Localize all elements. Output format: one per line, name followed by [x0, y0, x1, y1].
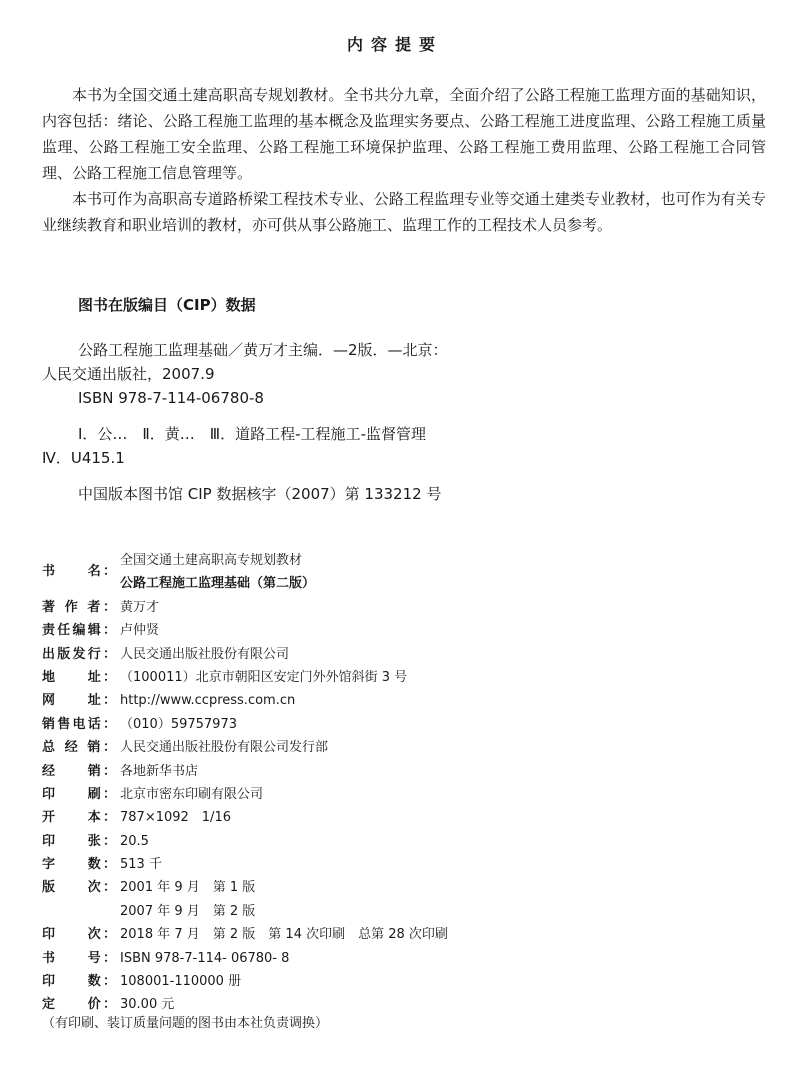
colophon-value: 513 千	[120, 857, 162, 873]
colophon-label: 书 号：	[42, 950, 116, 966]
colophon-label: 销售电话：	[42, 716, 116, 732]
colophon-row	[42, 970, 762, 993]
colophon-label: 版 次：	[42, 880, 116, 896]
cip-subjects: Ⅰ．公… Ⅱ．黄… Ⅲ．道路工程-工程施工-监督管理	[78, 425, 426, 443]
colophon-label: 定 价：	[42, 997, 116, 1013]
colophon-value: ISBN 978-7-114- 06780- 8	[120, 950, 290, 966]
colophon-label: 印 刷：	[42, 786, 116, 802]
colophon-value: （010）59757973	[120, 716, 237, 732]
colophon-value: 108001-110000 册	[120, 974, 242, 990]
colophon-row	[42, 596, 762, 619]
colophon-value: （100011）北京市朝阳区安定门外外馆斜街 3 号	[120, 669, 408, 685]
cip-block	[42, 338, 762, 506]
summary-paragraph-2: 本书可作为高职高专道路桥梁工程技术专业、公路工程监理专业等交通土建类专业教材，也可作为有关专业继续教育和职业培训的教材，亦可供从事公路施工、监理工作的工程技术人员参考。	[42, 190, 766, 234]
colophon-row	[42, 806, 762, 829]
summary-paragraph-1: 本书为全国交通土建高职高专规划教材。全书共分九章，全面介绍了公路工程施工监理方面的基础知识，内容包括：绪论、公路工程施工监理的基本概念及监理实务要点、公路工程施工进度监理、公路工程施工质量监理、公路工程施工安全监理、公路工程施工环境保护监理、公路工程施工费用监理、公路工程施工合同管理、公路工程施工信息管理等。	[42, 86, 766, 182]
colophon-label: 印 张：	[42, 833, 116, 849]
colophon-value: 卢仲贤	[120, 623, 160, 639]
cip-record-number: 中国版本图书馆 CIP 数据核字（2007）第 133212 号	[78, 485, 442, 503]
cip-isbn: ISBN 978-7-114-06780-8	[78, 389, 264, 407]
quality-note: （有印刷、装订质量问题的图书由本社负责调换）	[42, 1016, 329, 1031]
colophon-value: 各地新华书店	[120, 763, 199, 779]
cip-heading: 图书在版编目（CIP）数据	[78, 296, 256, 314]
colophon-row	[42, 619, 762, 642]
colophon-row	[42, 760, 762, 783]
colophon-row	[42, 666, 762, 689]
colophon-label: 开 本：	[42, 810, 116, 826]
colophon-value: 人民交通出版社股份有限公司	[120, 646, 290, 662]
colophon-label: 著 作 者：	[42, 599, 116, 615]
colophon-value: http://www.ccpress.com.cn	[120, 693, 296, 709]
book-title: 公路工程施工监理基础（第二版）	[120, 576, 316, 592]
colophon-row	[42, 923, 762, 946]
colophon-value: 20.5	[120, 833, 149, 849]
colophon-label: 出版发行：	[42, 646, 116, 662]
colophon-value: 北京市密东印刷有限公司	[120, 786, 264, 802]
colophon-value: 30.00 元	[120, 997, 175, 1013]
colophon	[42, 549, 762, 1017]
colophon-row	[42, 947, 762, 970]
cip-line: 人民交通出版社，2007.9	[42, 365, 215, 383]
cip-classification: Ⅳ．U415.1	[42, 449, 125, 467]
colophon-row	[42, 643, 762, 666]
summary-title: 内容提要	[346, 35, 443, 54]
colophon-label: 总 经 销：	[42, 740, 116, 756]
colophon-value: 人民交通出版社股份有限公司发行部	[120, 740, 329, 756]
book-series: 全国交通土建高职高专规划教材	[120, 553, 303, 568]
colophon-row	[42, 713, 762, 736]
colophon-value: 2018 年 7 月 第 2 版 第 14 次印刷 总第 28 次印刷	[120, 927, 448, 943]
cip-line: 公路工程施工监理基础／黄万才主编．—2版．—北京：	[78, 341, 448, 359]
colophon-label: 地 址：	[42, 669, 116, 685]
colophon-label: 书 名：	[42, 564, 116, 579]
colophon-row	[42, 689, 762, 712]
edition-first: 2001 年 9 月 第 1 版	[120, 880, 256, 896]
colophon-row	[42, 853, 762, 876]
colophon-label: 印 次：	[42, 927, 116, 943]
colophon-value: 787×1092 1/16	[120, 810, 231, 826]
colophon-value: 黄万才	[120, 599, 160, 615]
summary-body	[42, 82, 766, 238]
colophon-row-book	[42, 549, 762, 596]
colophon-label: 经 销：	[42, 763, 116, 779]
colophon-label: 字 数：	[42, 857, 116, 873]
colophon-label: 责任编辑：	[42, 623, 116, 639]
edition-second: 2007 年 9 月 第 2 版	[120, 903, 256, 919]
colophon-row	[42, 783, 762, 806]
colophon-row	[42, 736, 762, 759]
colophon-row-edition	[42, 876, 762, 923]
colophon-row	[42, 830, 762, 853]
colophon-label: 印 数：	[42, 974, 116, 990]
colophon-label: 网 址：	[42, 693, 116, 709]
